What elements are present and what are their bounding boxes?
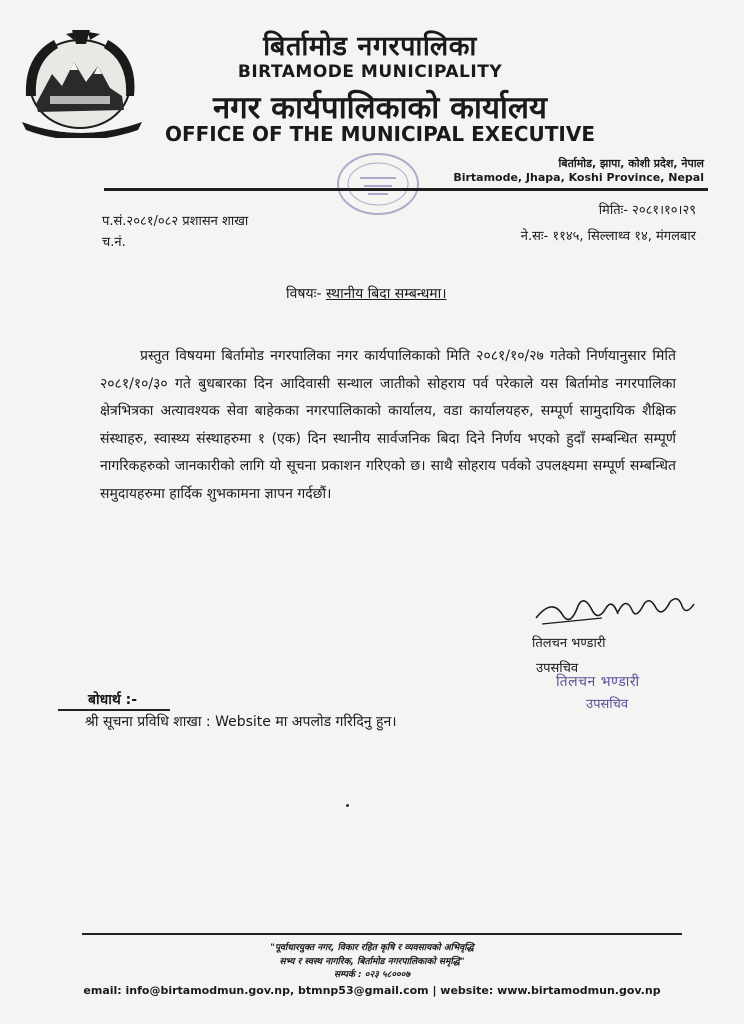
- office-stamp-icon: [330, 148, 426, 220]
- nepal-emblem-icon: [14, 26, 152, 138]
- office-name-en: OFFICE OF THE MUNICIPAL EXECUTIVE: [164, 122, 596, 146]
- cc-recipient: श्री सूचना प्रविधि शाखा : Website मा अपलोड गरिदिनु हुन।: [85, 714, 397, 730]
- footer-phone: सम्पर्क : ०२३ ५८०००७: [333, 970, 411, 980]
- municipality-name-np: बिर्तामोड नगरपालिका: [263, 31, 477, 62]
- stray-mark: [346, 804, 349, 807]
- cc-underline: [58, 709, 170, 711]
- subject-line: [286, 284, 447, 303]
- signatory-post: उपसचिव: [536, 661, 579, 676]
- header-divider: [104, 188, 708, 191]
- subject-label: विषयः-: [286, 286, 322, 302]
- post-stamp: उपसचिव: [586, 697, 629, 712]
- footer-slogan-2: सभ्य र स्वस्थ नागरिक, बिर्तामोड नगरपालिकाको समृद्धि": [279, 957, 465, 967]
- address-en: Birtamode, Jhapa, Koshi Province, Nepal: [453, 171, 704, 184]
- name-stamp: तिलचन भण्डारी: [556, 674, 640, 690]
- subject-text: स्थानीय बिदा सम्बन्धमा।: [325, 286, 447, 302]
- footer-contact: email: info@birtamodmun.gov.np, btmnp53@gmail.com | website: www.birtamodmun.gov.np: [83, 984, 661, 997]
- municipality-name-en: BIRTAMODE MUNICIPALITY: [237, 62, 503, 82]
- dispatch-number: च.नं.: [102, 235, 126, 250]
- reference-number: प.सं.२०८१/०८२ प्रशासन शाखा: [102, 214, 249, 229]
- footer-slogan-1: "पूर्वाधारयुक्त नगर, विकार रहित कृषि र व्यवसायको अभिवृद्धि: [270, 943, 474, 953]
- address-np: बिर्तामोड, झापा, कोशी प्रदेश, नेपाल: [558, 157, 704, 170]
- footer-divider: [82, 933, 682, 935]
- letter-date: मितिः- २०८१।१०।२९: [598, 203, 696, 218]
- office-name-np: नगर कार्यपालिकाको कार्यालय: [213, 90, 547, 126]
- nepal-sambat-date: ने.सः- ११४५, सिल्लाथ्व १४, मंगलबार: [520, 229, 696, 244]
- notice-body: प्रस्तुत विषयमा बिर्तामोड नगरपालिका नगर कार्यपालिकाको मिति २०८१/१०/२७ गतेको निर्णयानुसार मिति २०८१/१०/३० गते बुधबारका दिन आदिवासी सन्थाल जातीको सोहराय पर्व परेकाले यस बिर्तामोड नगरपालिका क्षेत्रभित्रका अत्यावश्यक सेवा बाहेकका नगरपालिकाको कार्यालय, वडा कार्यालयहरु, सम्पूर्ण सामुदायिक शैक्षिक संस्थाहरु, स्वास्थ्य संस्थाहरुमा १ (एक) दिन स्थानीय सार्वजनिक बिदा दिने निर्णय भएको हुदाँ सम्बन्धित सम्पूर्ण नागरिकहरुको जानकारीको लागि यो सूचना प्रकाशन गरिएको छ। साथै सोहराय पर्वको उपलक्ष्यमा सम्पूर्ण सम्बन्धित समुदायहरुमा हार्दिक शुभकामना ज्ञापन गर्दछौं।: [100, 348, 676, 502]
- signatory-name: तिलचन भण्डारी: [532, 636, 606, 651]
- cc-heading: बोधार्थ :-: [88, 692, 138, 708]
